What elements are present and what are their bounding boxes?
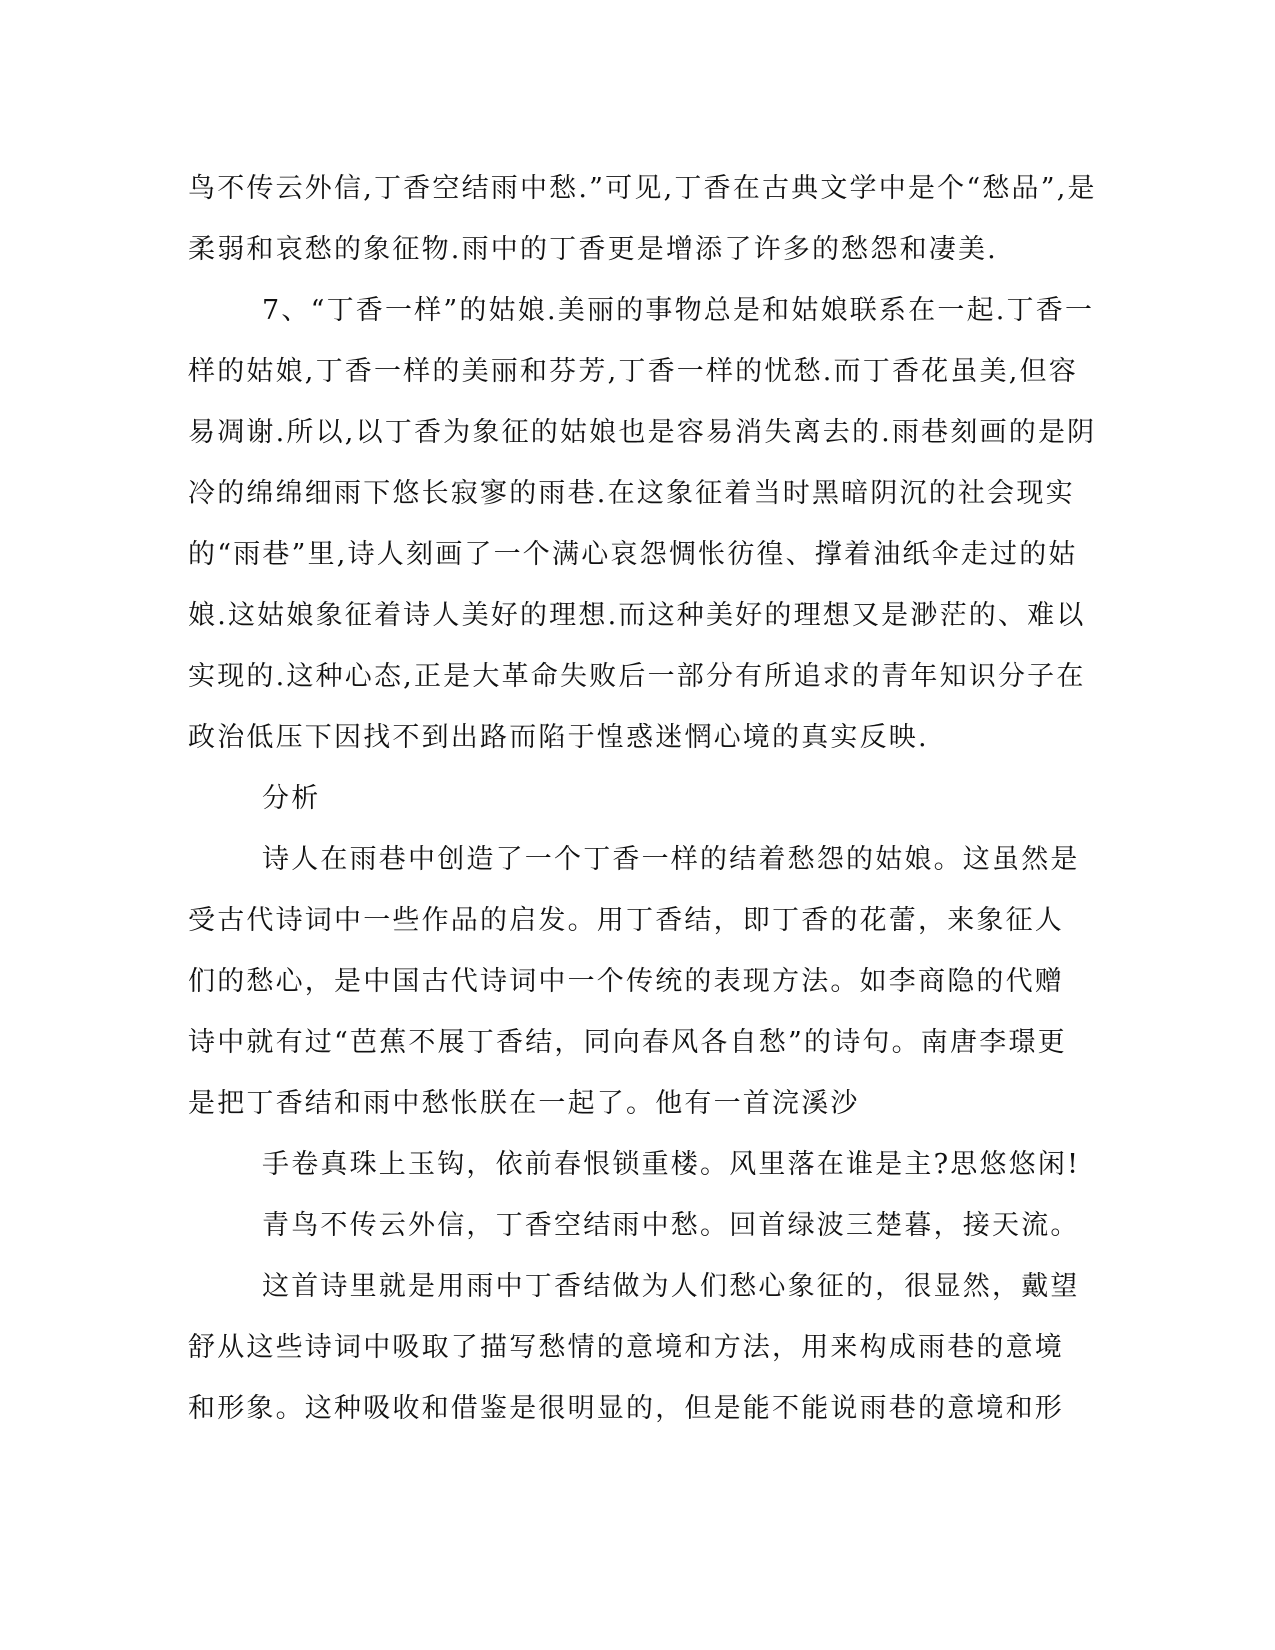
text-line: 舒从这些诗词中吸取了描写愁情的意境和方法，用来构成雨巷的意境: [188, 1332, 1064, 1363]
section-heading: 分析: [262, 783, 321, 814]
text-line: 受古代诗词中一些作品的启发。用丁香结，即丁香的花蕾，来象征人: [188, 905, 1064, 936]
text-line: 7、“丁香一样”的姑娘.美丽的事物总是和姑娘联系在一起.丁香一: [262, 295, 1095, 326]
text-line: 和形象。这种吸收和借鉴是很明显的，但是能不能说雨巷的意境和形: [188, 1393, 1064, 1424]
text-line: 样的姑娘,丁香一样的美丽和芬芳,丁香一样的忧愁.而丁香花虽美,但容: [188, 356, 1078, 387]
text-line: 鸟不传云外信,丁香空结雨中愁.”可见,丁香在古典文学中是个“愁品”,是: [188, 173, 1097, 204]
text-line: 柔弱和哀愁的象征物.雨中的丁香更是增添了许多的愁怨和凄美.: [188, 234, 998, 265]
poem-line: 青鸟不传云外信，丁香空结雨中愁。回首绿波三楚暮，接天流。: [262, 1210, 1080, 1241]
document-body: [188, 158, 1097, 1439]
text-line: 易凋谢.所以,以丁香为象征的姑娘也是容易消失离去的.雨巷刻画的是阴: [188, 417, 1097, 448]
poem-line: 手卷真珠上玉钩，依前春恨锁重楼。风里落在谁是主?思悠悠闲!: [262, 1149, 1081, 1180]
text-line: 的“雨巷”里,诗人刻画了一个满心哀怨惆怅彷徨、撑着油纸伞走过的姑: [188, 539, 1078, 570]
text-line: 是把丁香结和雨中愁怅朕在一起了。他有一首浣溪沙: [188, 1088, 860, 1119]
text-line: 实现的.这种心态,正是大革命失败后一部分有所追求的青年知识分子在: [188, 661, 1086, 692]
text-line: 这首诗里就是用雨中丁香结做为人们愁心象征的，很显然，戴望: [262, 1271, 1080, 1302]
text-line: 娘.这姑娘象征着诗人美好的理想.而这种美好的理想又是渺茫的、难以: [188, 600, 1086, 631]
text-line: 冷的绵绵细雨下悠长寂寥的雨巷.在这象征着当时黑暗阴沉的社会现实: [188, 478, 1075, 509]
text-line: 诗人在雨巷中创造了一个丁香一样的结着愁怨的姑娘。这虽然是: [262, 844, 1080, 875]
text-line: 诗中就有过“芭蕉不展丁香结，同向春风各自愁”的诗句。南唐李璟更: [188, 1027, 1067, 1058]
text-line: 政治低压下因找不到出路而陷于惶惑迷惘心境的真实反映.: [188, 722, 929, 753]
text-line: 们的愁心，是中国古代诗词中一个传统的表现方法。如李商隐的代赠: [188, 966, 1064, 997]
